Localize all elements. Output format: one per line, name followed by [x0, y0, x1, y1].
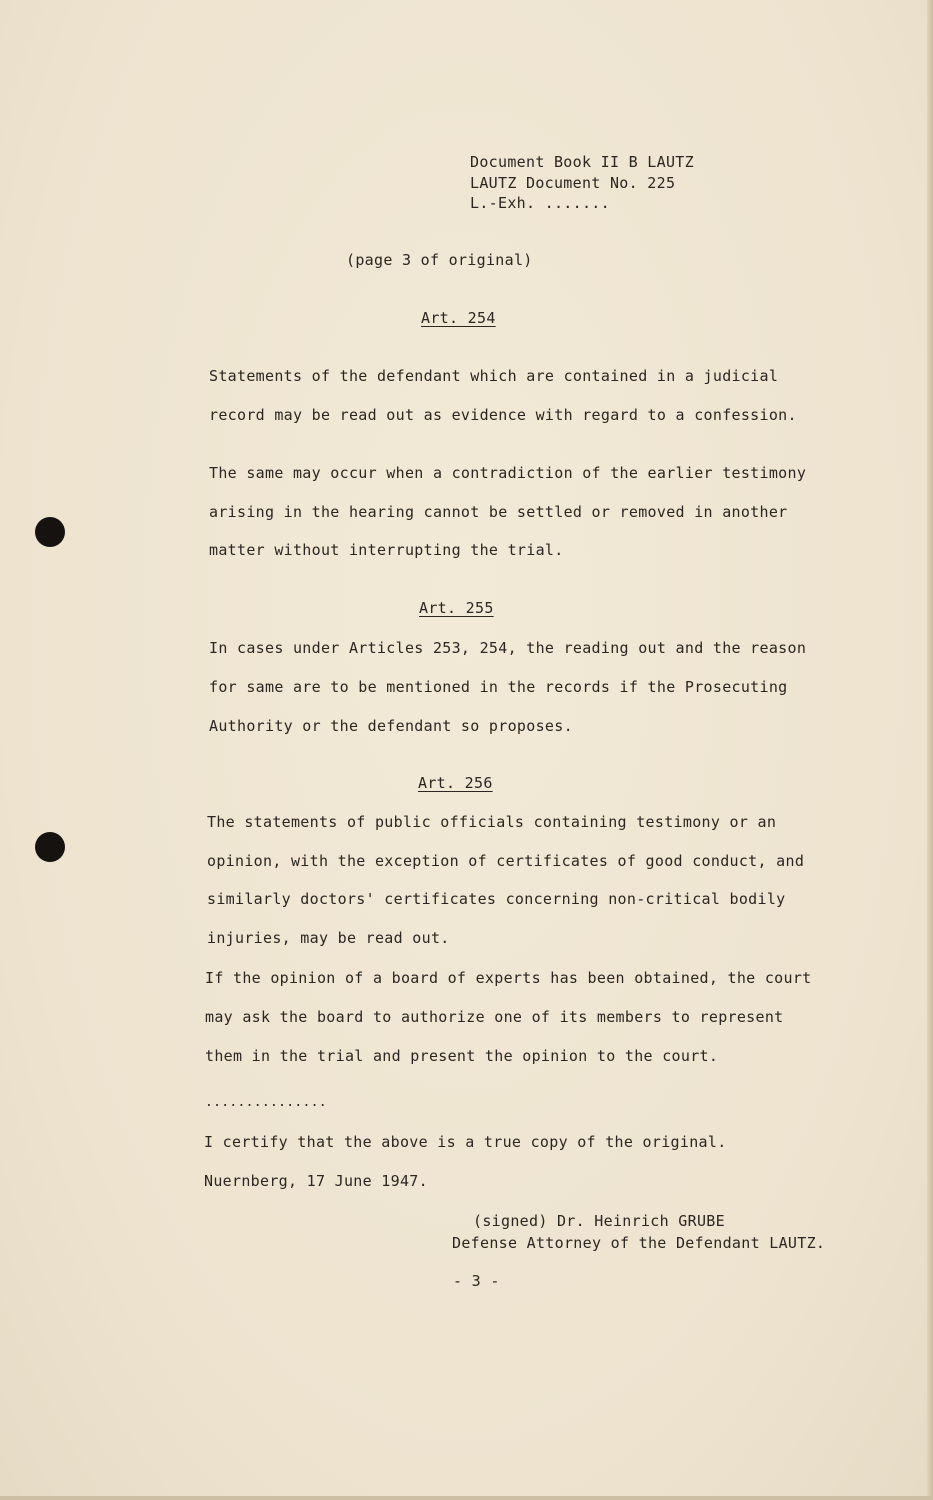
signature-title: Defense Attorney of the Defendant LAUTZ.: [452, 1234, 826, 1252]
art-254-line: record may be read out as evidence with regard to a confession.: [209, 406, 797, 424]
art-256-line: injuries, may be read out.: [207, 929, 450, 947]
art-256-heading: Art. 256: [418, 774, 493, 792]
art-255-heading: Art. 255: [419, 599, 494, 617]
separator-dots: ...............: [205, 1095, 327, 1110]
header-exhibit: L.-Exh. .......: [470, 194, 610, 212]
punch-hole-icon: [35, 517, 65, 547]
place-date: Nuernberg, 17 June 1947.: [204, 1172, 428, 1190]
art-256-line: similarly doctors' certificates concerning non-critical bodily: [207, 890, 786, 908]
art-254-line: matter without interrupting the trial.: [209, 541, 564, 559]
page-note: (page 3 of original): [346, 251, 533, 269]
art-256-line: The statements of public officials containing testimony or an: [207, 813, 777, 831]
art-254-line: Statements of the defendant which are contained in a judicial: [209, 367, 779, 385]
paper-edge-bottom: [0, 1496, 933, 1500]
certification-statement: I certify that the above is a true copy of the original.: [204, 1133, 727, 1151]
art-256-line: opinion, with the exception of certificates of good conduct, and: [207, 852, 805, 870]
punch-hole-icon: [35, 832, 65, 862]
art-255-line: In cases under Articles 253, 254, the reading out and the reason: [209, 639, 807, 657]
header-document-book: Document Book II B LAUTZ: [470, 153, 694, 171]
art-255-line: Authority or the defendant so proposes.: [209, 717, 573, 735]
art-255-line: for same are to be mentioned in the records if the Prosecuting: [209, 678, 788, 696]
art-254-line: The same may occur when a contradiction of the earlier testimony: [209, 464, 807, 482]
art-256-line: If the opinion of a board of experts has been obtained, the court: [205, 969, 812, 987]
art-256-line: may ask the board to authorize one of its members to represent: [205, 1008, 784, 1026]
page-number: - 3 -: [453, 1272, 500, 1290]
art-254-heading: Art. 254: [421, 309, 496, 327]
art-256-line: them in the trial and present the opinion to the court.: [205, 1047, 719, 1065]
paper-edge-right: [927, 0, 933, 1500]
art-254-line: arising in the hearing cannot be settled or removed in another: [209, 503, 788, 521]
header-document-number: LAUTZ Document No. 225: [470, 174, 676, 192]
signature-name: (signed) Dr. Heinrich GRUBE: [473, 1212, 725, 1230]
